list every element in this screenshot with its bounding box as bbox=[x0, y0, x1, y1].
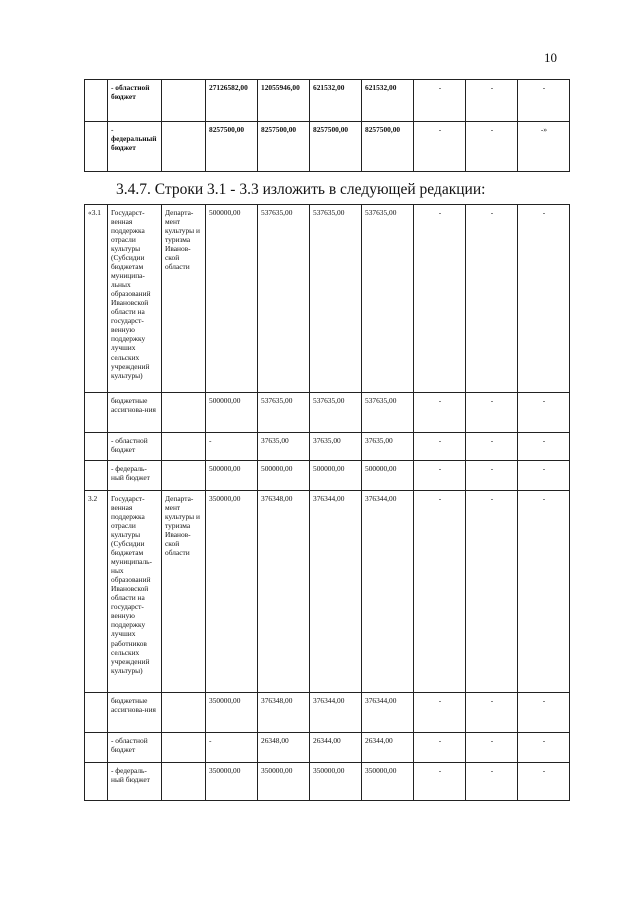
table-row bbox=[85, 491, 570, 693]
value-cell: 350000,00 bbox=[206, 491, 258, 693]
table-row bbox=[85, 205, 570, 393]
table-row bbox=[85, 693, 570, 733]
value-cell: 8257500,00 bbox=[310, 122, 362, 172]
table-row bbox=[85, 122, 570, 172]
top-table bbox=[84, 79, 570, 172]
value-cell: 26348,00 bbox=[258, 733, 310, 763]
dash-cell: - bbox=[414, 393, 466, 433]
row-label: бюджетные ассигнова-ния bbox=[108, 693, 162, 733]
row-number-cell: 3.2 bbox=[85, 491, 108, 693]
dash-cell: - bbox=[414, 205, 466, 393]
dash-cell: - bbox=[518, 693, 570, 733]
executor-cell bbox=[162, 763, 206, 801]
value-cell: 537635,00 bbox=[258, 393, 310, 433]
executor-cell bbox=[162, 80, 206, 122]
value-cell: 8257500,00 bbox=[206, 122, 258, 172]
value-cell: 500000,00 bbox=[206, 461, 258, 491]
value-cell: 8257500,00 bbox=[258, 122, 310, 172]
value-cell: 500000,00 bbox=[258, 461, 310, 491]
table-row bbox=[85, 80, 570, 122]
table-row bbox=[85, 461, 570, 491]
dash-cell: - bbox=[466, 491, 518, 693]
dash-cell: - bbox=[518, 733, 570, 763]
dash-cell: - bbox=[466, 693, 518, 733]
value-cell: 621532,00 bbox=[362, 80, 414, 122]
value-cell: 376348,00 bbox=[258, 491, 310, 693]
value-cell: 12055946,00 bbox=[258, 80, 310, 122]
dash-cell: - bbox=[414, 122, 466, 172]
dash-cell: - bbox=[466, 461, 518, 491]
value-cell: 621532,00 bbox=[310, 80, 362, 122]
value-cell: 500000,00 bbox=[206, 205, 258, 393]
row-number-cell bbox=[85, 433, 108, 461]
value-cell: 376344,00 bbox=[310, 693, 362, 733]
value-cell: 26344,00 bbox=[310, 733, 362, 763]
value-cell: 537635,00 bbox=[258, 205, 310, 393]
value-cell: 350000,00 bbox=[206, 763, 258, 801]
value-cell: 537635,00 bbox=[362, 205, 414, 393]
row-number-cell bbox=[85, 733, 108, 763]
dash-cell: - bbox=[414, 693, 466, 733]
row-label: - федераль-ный бюджет bbox=[108, 763, 162, 801]
value-cell: 500000,00 bbox=[362, 461, 414, 491]
row-label: - областной бюджет bbox=[108, 433, 162, 461]
value-cell: 37635,00 bbox=[258, 433, 310, 461]
table-row bbox=[85, 733, 570, 763]
dash-cell: - bbox=[518, 205, 570, 393]
value-cell: 537635,00 bbox=[310, 393, 362, 433]
value-cell: 500000,00 bbox=[310, 461, 362, 491]
dash-cell: - bbox=[414, 491, 466, 693]
row-label: - федеральный бюджет bbox=[108, 122, 162, 172]
value-cell: 350000,00 bbox=[362, 763, 414, 801]
dash-cell: -» bbox=[518, 122, 570, 172]
executor-cell bbox=[162, 733, 206, 763]
dash-cell: - bbox=[518, 393, 570, 433]
dash-cell: - bbox=[466, 80, 518, 122]
executor-cell bbox=[162, 122, 206, 172]
value-cell: 350000,00 bbox=[258, 763, 310, 801]
row-number-cell bbox=[85, 461, 108, 491]
row-number-cell bbox=[85, 122, 108, 172]
value-cell: 376348,00 bbox=[258, 693, 310, 733]
value-cell: - bbox=[206, 733, 258, 763]
value-cell: 26344,00 bbox=[362, 733, 414, 763]
table-row bbox=[85, 433, 570, 461]
row-number-cell: «3.1 bbox=[85, 205, 108, 393]
executor-cell: Департа-мент культуры и туризма Иванов-ской области bbox=[162, 205, 206, 393]
dash-cell: - bbox=[518, 763, 570, 801]
value-cell: 37635,00 bbox=[310, 433, 362, 461]
row-label: Государст-венная поддержка отрасли культуры (Субсидии бюджетам муниципа-льных образований Ивановской области на государст-венную поддержку лучших сельских учреждений культуры) bbox=[108, 205, 162, 393]
value-cell: 350000,00 bbox=[310, 763, 362, 801]
executor-cell: Департа-мент культуры и туризма Иванов-ской области bbox=[162, 491, 206, 693]
row-label: - областной бюджет bbox=[108, 733, 162, 763]
table-row bbox=[85, 393, 570, 433]
dash-cell: - bbox=[466, 433, 518, 461]
dash-cell: - bbox=[466, 122, 518, 172]
value-cell: 37635,00 bbox=[362, 433, 414, 461]
main-table bbox=[84, 204, 570, 801]
dash-cell: - bbox=[414, 433, 466, 461]
dash-cell: - bbox=[466, 763, 518, 801]
value-cell: 376344,00 bbox=[362, 693, 414, 733]
executor-cell bbox=[162, 461, 206, 491]
value-cell: - bbox=[206, 433, 258, 461]
dash-cell: - bbox=[466, 393, 518, 433]
executor-cell bbox=[162, 693, 206, 733]
dash-cell: - bbox=[414, 733, 466, 763]
row-label: бюджетные ассигнова-ния bbox=[108, 393, 162, 433]
row-number-cell bbox=[85, 393, 108, 433]
value-cell: 8257500,00 bbox=[362, 122, 414, 172]
value-cell: 537635,00 bbox=[310, 205, 362, 393]
dash-cell: - bbox=[466, 205, 518, 393]
executor-cell bbox=[162, 433, 206, 461]
row-label: Государст-венная поддержка отрасли культуры (Субсидии бюджетам муниципаль-ных образований Ивановской области на государст-венную поддержку лучших работников сельских учреждений культуры) bbox=[108, 491, 162, 693]
value-cell: 376344,00 bbox=[362, 491, 414, 693]
section-heading: 3.4.7. Строки 3.1 - 3.3 изложить в следующей редакции: bbox=[116, 181, 486, 198]
row-number-cell bbox=[85, 763, 108, 801]
dash-cell: - bbox=[414, 763, 466, 801]
value-cell: 350000,00 bbox=[206, 693, 258, 733]
value-cell: 27126582,00 bbox=[206, 80, 258, 122]
page-number: 10 bbox=[544, 50, 557, 65]
dash-cell: - bbox=[518, 80, 570, 122]
row-label: - федераль-ный бюджет bbox=[108, 461, 162, 491]
dash-cell: - bbox=[414, 461, 466, 491]
dash-cell: - bbox=[414, 80, 466, 122]
value-cell: 376344,00 bbox=[310, 491, 362, 693]
value-cell: 500000,00 bbox=[206, 393, 258, 433]
table-row bbox=[85, 763, 570, 801]
row-number-cell bbox=[85, 80, 108, 122]
dash-cell: - bbox=[518, 433, 570, 461]
executor-cell bbox=[162, 393, 206, 433]
dash-cell: - bbox=[518, 491, 570, 693]
row-label: - областной бюджет bbox=[108, 80, 162, 122]
dash-cell: - bbox=[466, 733, 518, 763]
row-number-cell bbox=[85, 693, 108, 733]
value-cell: 537635,00 bbox=[362, 393, 414, 433]
dash-cell: - bbox=[518, 461, 570, 491]
